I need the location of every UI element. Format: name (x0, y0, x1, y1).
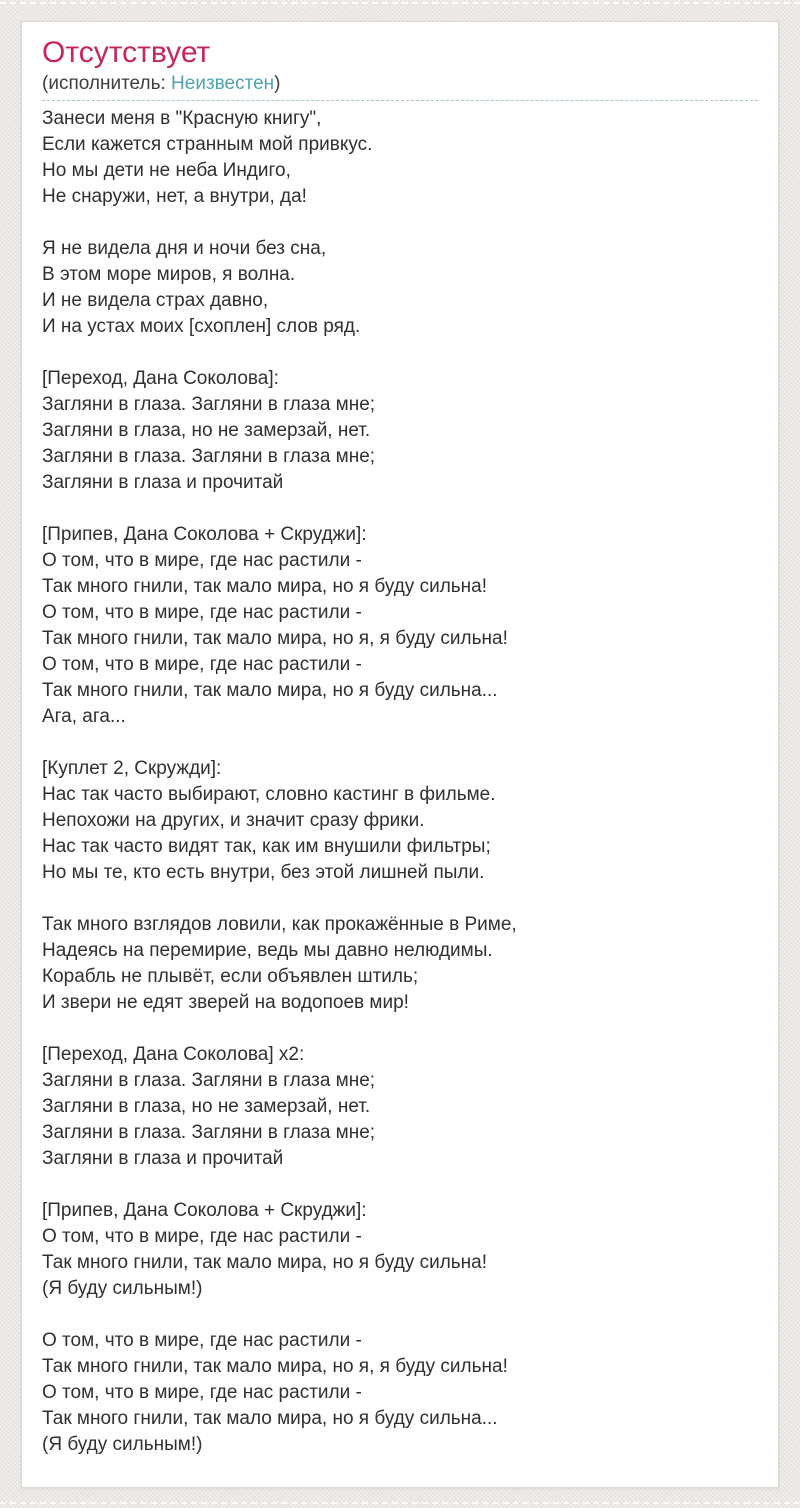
lyric-line: Так много гнили, так мало мира, но я буду сильна... (42, 1408, 498, 1429)
lyric-line: Если кажется странным мой привкус. (42, 134, 373, 155)
lyric-line: Загляни в глаза и прочитай (42, 472, 284, 493)
lyric-line: Не снаружи, нет, а внутри, да! (42, 186, 307, 207)
lyric-line: И звери не едят зверей на водопоев мир! (42, 992, 409, 1013)
stitch-line-top (0, 2, 800, 4)
lyric-line: О том, что в мире, где нас растили - (42, 1382, 362, 1403)
lyric-line: Так много взглядов ловили, как прокажённые в Риме, (42, 914, 517, 935)
lyric-line (42, 730, 758, 756)
lyric-line (42, 340, 758, 366)
lyric-line: Загляни в глаза, но не замерзай, нет. (42, 1096, 371, 1117)
lyric-line: Так много гнили, так мало мира, но я, я буду сильна! (42, 628, 508, 649)
lyric-line (42, 1302, 758, 1328)
artist-line (42, 72, 758, 101)
lyrics-card (21, 21, 779, 1488)
lyric-line: Так много гнили, так мало мира, но я буду сильна! (42, 576, 488, 597)
lyric-line: Нас так часто видят так, как им внушили фильтры; (42, 836, 491, 857)
song-title: Отсутствует (42, 36, 211, 69)
lyric-line: Но мы дети не неба Индиго, (42, 160, 291, 181)
lyric-line: Загляни в глаза. Загляни в глаза мне; (42, 394, 376, 415)
lyric-line: [Припев, Дана Соколова + Скруджи]: (42, 1200, 367, 1221)
lyric-line (42, 210, 758, 236)
stitch-line-bottom (0, 1502, 800, 1504)
lyric-line: Загляни в глаза. Загляни в глаза мне; (42, 1070, 376, 1091)
lyric-line: [Переход, Дана Соколова]: (42, 368, 279, 389)
lyric-line: Надеясь на перемирие, ведь мы давно нелюдимы. (42, 940, 493, 961)
lyric-line: Ага, ага... (42, 706, 126, 727)
lyric-line: Занеси меня в "Красную книгу", (42, 108, 322, 129)
lyric-line: О том, что в мире, где нас растили - (42, 550, 362, 571)
lyric-line: И на устах моих [схоплен] слов ряд. (42, 316, 361, 337)
lyric-line: Так много гнили, так мало мира, но я, я буду сильна! (42, 1356, 508, 1377)
lyric-line: [Переход, Дана Соколова] x2: (42, 1044, 305, 1065)
lyric-line: О том, что в мире, где нас растили - (42, 602, 362, 623)
lyric-line: О том, что в мире, где нас растили - (42, 1330, 362, 1351)
lyric-line (42, 1016, 758, 1042)
lyric-line: Нас так часто выбирают, словно кастинг в фильме. (42, 784, 496, 805)
lyric-line: Загляни в глаза. Загляни в глаза мне; (42, 1122, 376, 1143)
lyric-line: Непохожи на других, и значит сразу фрики. (42, 810, 425, 831)
lyric-line: В этом море миров, я волна. (42, 264, 296, 285)
lyrics-text (42, 106, 758, 1458)
lyric-line: Корабль не плывёт, если объявлен штиль; (42, 966, 419, 987)
lyric-line (42, 496, 758, 522)
artist-label: (исполнитель: (42, 73, 172, 94)
lyric-line: (Я буду сильным!) (42, 1434, 203, 1455)
lyric-line (42, 886, 758, 912)
lyric-line: О том, что в мире, где нас растили - (42, 1226, 362, 1247)
artist-line-suffix: ) (274, 73, 281, 94)
lyric-line: Так много гнили, так мало мира, но я буду сильна... (42, 680, 498, 701)
lyric-line: [Куплет 2, Скружди]: (42, 758, 222, 779)
lyric-line: О том, что в мире, где нас растили - (42, 654, 362, 675)
lyric-line: Я не видела дня и ночи без сна, (42, 238, 327, 259)
lyric-line: Но мы те, кто есть внутри, без этой лишней пыли. (42, 862, 485, 883)
lyric-line: Загляни в глаза. Загляни в глаза мне; (42, 446, 376, 467)
lyric-line: Так много гнили, так мало мира, но я буду сильна! (42, 1252, 488, 1273)
artist-link[interactable]: Неизвестен (171, 73, 275, 94)
lyric-line: И не видела страх давно, (42, 290, 269, 311)
lyric-line (42, 1172, 758, 1198)
lyric-line: Загляни в глаза, но не замерзай, нет. (42, 420, 371, 441)
lyric-line: (Я буду сильным!) (42, 1278, 203, 1299)
lyric-line: [Припев, Дана Соколова + Скруджи]: (42, 524, 367, 545)
lyric-line: Загляни в глаза и прочитай (42, 1148, 284, 1169)
